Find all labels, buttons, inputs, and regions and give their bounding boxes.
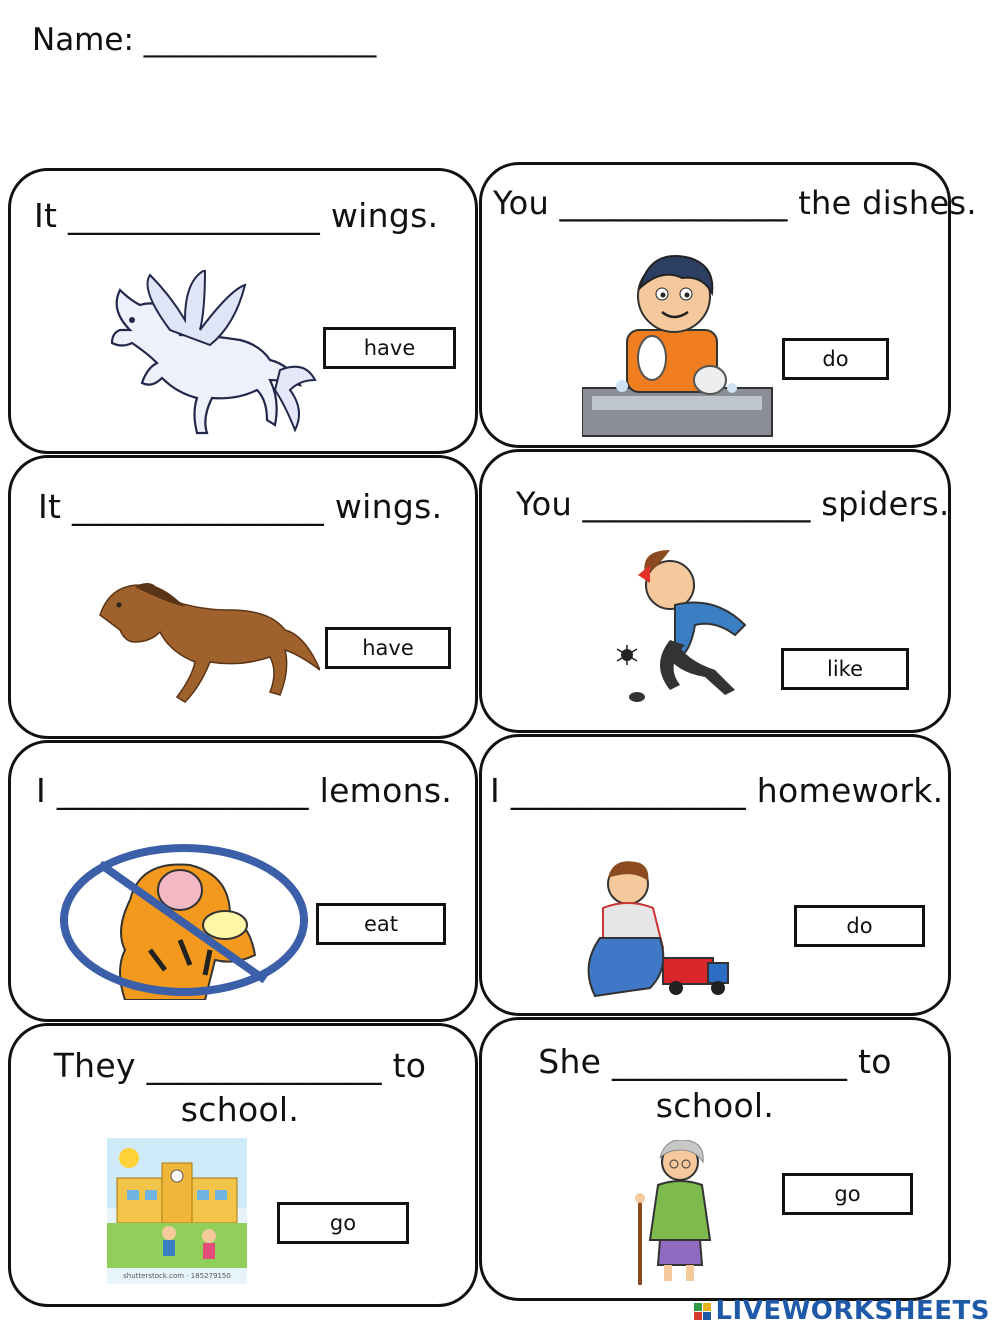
sentence-1: It _______________ wings.: [34, 196, 439, 235]
winged-horse-picture: [90, 270, 320, 435]
answer-box-8[interactable]: go: [782, 1173, 913, 1215]
grandmother-picture: [630, 1140, 720, 1288]
answer-box-5[interactable]: eat: [316, 903, 446, 945]
horse-picture: [95, 575, 320, 725]
sentence-8: [490, 1040, 940, 1128]
sentence-7-line-1: They ______________ to: [53, 1046, 427, 1085]
sentence-5: I _______________ lemons.: [36, 771, 453, 810]
sentence-2: You ______________ the dishes.: [493, 184, 977, 222]
school-building-picture: [107, 1138, 247, 1284]
sentence-4: You ______________ spiders.: [516, 485, 950, 523]
brand-name: LIVEWORKSHEETS: [715, 1296, 990, 1326]
image-caption: shutterstock.com · 185279150: [123, 1272, 231, 1280]
scared-man-spider-picture: [615, 545, 785, 715]
sentence-3: It _______________ wings.: [38, 487, 443, 526]
sentence-8-line-1: She ______________ to: [538, 1042, 892, 1081]
sentence-8-line-2: school.: [655, 1086, 775, 1125]
sentence-6: I ______________ homework.: [490, 771, 944, 810]
sentence-7-line-2: school.: [180, 1090, 300, 1129]
answer-box-3[interactable]: have: [325, 627, 451, 669]
liveworksheets-logo: [694, 1296, 990, 1326]
answer-box-2[interactable]: do: [782, 338, 889, 380]
sentence-7: [20, 1044, 460, 1132]
answer-box-1[interactable]: have: [323, 327, 456, 369]
liveworksheets-icon: [694, 1303, 711, 1320]
answer-box-6[interactable]: do: [794, 905, 925, 947]
tiger-lemon-crossed-picture: [60, 840, 310, 1000]
name-field-label: Name: _______________: [32, 22, 377, 58]
answer-box-7[interactable]: go: [277, 1202, 409, 1244]
answer-box-4[interactable]: like: [781, 648, 909, 690]
boy-playing-toy-truck-picture: [578, 858, 738, 1004]
boy-washing-dishes-picture: [582, 248, 774, 438]
